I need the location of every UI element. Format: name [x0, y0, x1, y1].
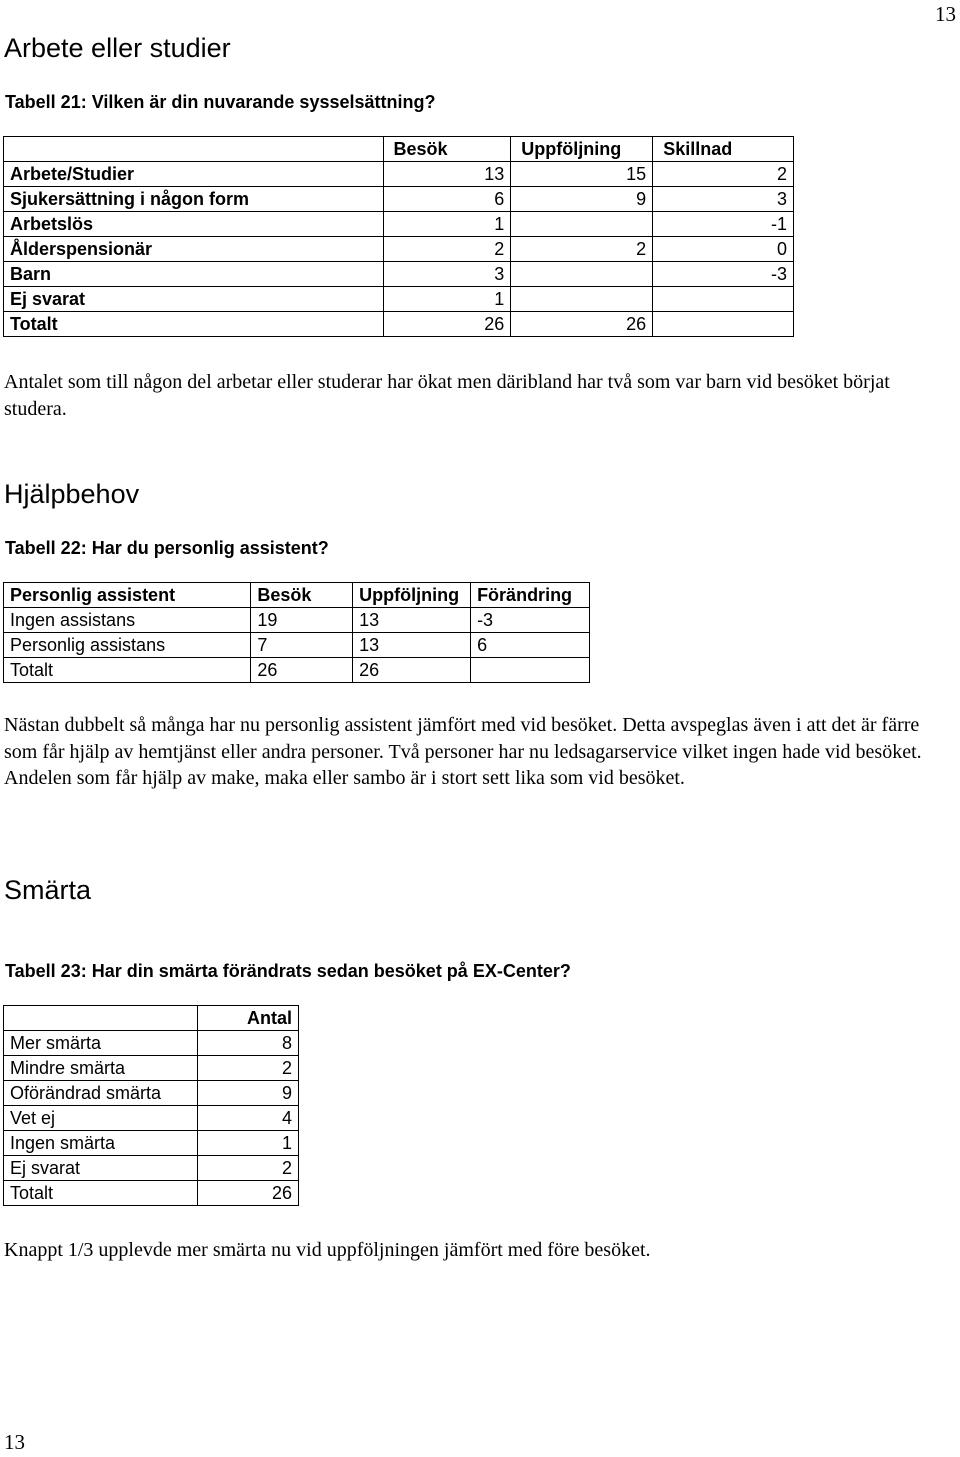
cell-besok: 3 — [383, 262, 511, 287]
paragraph-pain: Knappt 1/3 upplevde mer smärta nu vid uppföljningen jämfört med före besöket. — [4, 1239, 651, 1261]
cell-forandring: 6 — [471, 633, 590, 658]
table-row — [4, 312, 794, 337]
table-header-row — [4, 137, 794, 162]
row-label: Ej svarat — [4, 287, 384, 312]
cell-uppfoljning: 9 — [511, 187, 653, 212]
cell-uppfoljning — [511, 212, 653, 237]
table-header-row — [4, 1006, 299, 1031]
table-row — [4, 1181, 299, 1206]
row-label: Sjukersättning i någon form — [4, 187, 384, 212]
table-row — [4, 1106, 299, 1131]
table-row — [4, 608, 590, 633]
cell-besok: 19 — [251, 608, 353, 633]
cell-uppfoljning: 13 — [353, 633, 471, 658]
table-22-caption: Tabell 22: Har du personlig assistent? — [5, 538, 329, 558]
cell-skillnad: 2 — [653, 162, 794, 187]
table-23-caption: Tabell 23: Har din smärta förändrats sedan besöket på EX-Center? — [5, 961, 571, 981]
row-label: Totalt — [4, 312, 384, 337]
cell-skillnad: 0 — [653, 237, 794, 262]
table-row — [4, 287, 794, 312]
cell-skillnad: -1 — [653, 212, 794, 237]
paragraph-help: Nästan dubbelt så många har nu personlig assistent jämfört med vid besöket. Detta avspeglas även i att det är färre som får hjälp av hemtjänst eller andra personer. Två personer har nu ledsagarservice vilket ingen hade vid besöket. Andelen som får hjälp av make, maka eller sambo är i stort sett lika som vid besöket. — [4, 714, 922, 789]
cell-besok: 1 — [383, 287, 511, 312]
table-row — [4, 1056, 299, 1081]
cell-skillnad: -3 — [653, 262, 794, 287]
cell-besok: 6 — [383, 187, 511, 212]
page-number-bottom: 13 — [4, 1430, 25, 1454]
cell-antal: 8 — [197, 1031, 298, 1056]
row-label: Mer smärta — [4, 1031, 198, 1056]
page-number-top: 13 — [935, 2, 956, 26]
cell-besok: 26 — [383, 312, 511, 337]
row-label: Ej svarat — [4, 1156, 198, 1181]
cell-uppfoljning — [511, 287, 653, 312]
row-label: Arbetslös — [4, 212, 384, 237]
table-row — [4, 262, 794, 287]
table-row — [4, 1031, 299, 1056]
table-21-caption: Tabell 21: Vilken är din nuvarande sysselsättning? — [5, 92, 436, 112]
table-row — [4, 1131, 299, 1156]
row-label: Arbete/Studier — [4, 162, 384, 187]
cell-uppfoljning — [511, 262, 653, 287]
cell-forandring: -3 — [471, 608, 590, 633]
row-label: Vet ej — [4, 1106, 198, 1131]
row-label: Totalt — [4, 1181, 198, 1206]
cell-antal: 4 — [197, 1106, 298, 1131]
row-label: Personlig assistans — [4, 633, 251, 658]
table-row — [4, 1156, 299, 1181]
cell-skillnad — [653, 312, 794, 337]
cell-skillnad — [653, 287, 794, 312]
cell-forandring — [471, 658, 590, 683]
cell-besok: 1 — [383, 212, 511, 237]
header-cell: Skillnad — [653, 137, 794, 162]
cell-uppfoljning: 26 — [353, 658, 471, 683]
cell-antal: 2 — [197, 1056, 298, 1081]
cell-antal: 26 — [197, 1181, 298, 1206]
table-row — [4, 162, 794, 187]
section-heading-work: Arbete eller studier — [4, 33, 231, 63]
table-row — [4, 633, 590, 658]
header-cell: Antal — [197, 1006, 298, 1031]
cell-uppfoljning: 15 — [511, 162, 653, 187]
table-21 — [3, 136, 794, 337]
cell-besok: 13 — [383, 162, 511, 187]
cell-antal: 2 — [197, 1156, 298, 1181]
header-cell: Uppföljning — [353, 583, 471, 608]
row-label: Barn — [4, 262, 384, 287]
table-row — [4, 187, 794, 212]
cell-besok: 7 — [251, 633, 353, 658]
cell-uppfoljning: 26 — [511, 312, 653, 337]
header-cell: Personlig assistent — [4, 583, 251, 608]
section-heading-help: Hjälpbehov — [4, 479, 140, 509]
header-cell — [4, 1006, 198, 1031]
row-label: Ålderspensionär — [4, 237, 384, 262]
row-label: Totalt — [4, 658, 251, 683]
cell-antal: 9 — [197, 1081, 298, 1106]
cell-uppfoljning: 2 — [511, 237, 653, 262]
header-cell: Besök — [251, 583, 353, 608]
cell-besok: 26 — [251, 658, 353, 683]
table-row — [4, 658, 590, 683]
table-row — [4, 237, 794, 262]
cell-antal: 1 — [197, 1131, 298, 1156]
cell-skillnad: 3 — [653, 187, 794, 212]
paragraph-work: Antalet som till någon del arbetar eller studerar har ökat men däribland har två som var barn vid besöket börjat studera. — [4, 371, 890, 420]
row-label: Mindre smärta — [4, 1056, 198, 1081]
table-row — [4, 212, 794, 237]
row-label: Ingen assistans — [4, 608, 251, 633]
header-cell — [4, 137, 384, 162]
section-heading-pain: Smärta — [4, 875, 92, 905]
cell-uppfoljning: 13 — [353, 608, 471, 633]
header-cell: Förändring — [471, 583, 590, 608]
cell-besok: 2 — [383, 237, 511, 262]
table-header-row — [4, 583, 590, 608]
table-row — [4, 1081, 299, 1106]
row-label: Oförändrad smärta — [4, 1081, 198, 1106]
table-23 — [3, 1005, 299, 1206]
table-22 — [3, 582, 590, 683]
header-cell: Besök — [383, 137, 511, 162]
row-label: Ingen smärta — [4, 1131, 198, 1156]
header-cell: Uppföljning — [511, 137, 653, 162]
